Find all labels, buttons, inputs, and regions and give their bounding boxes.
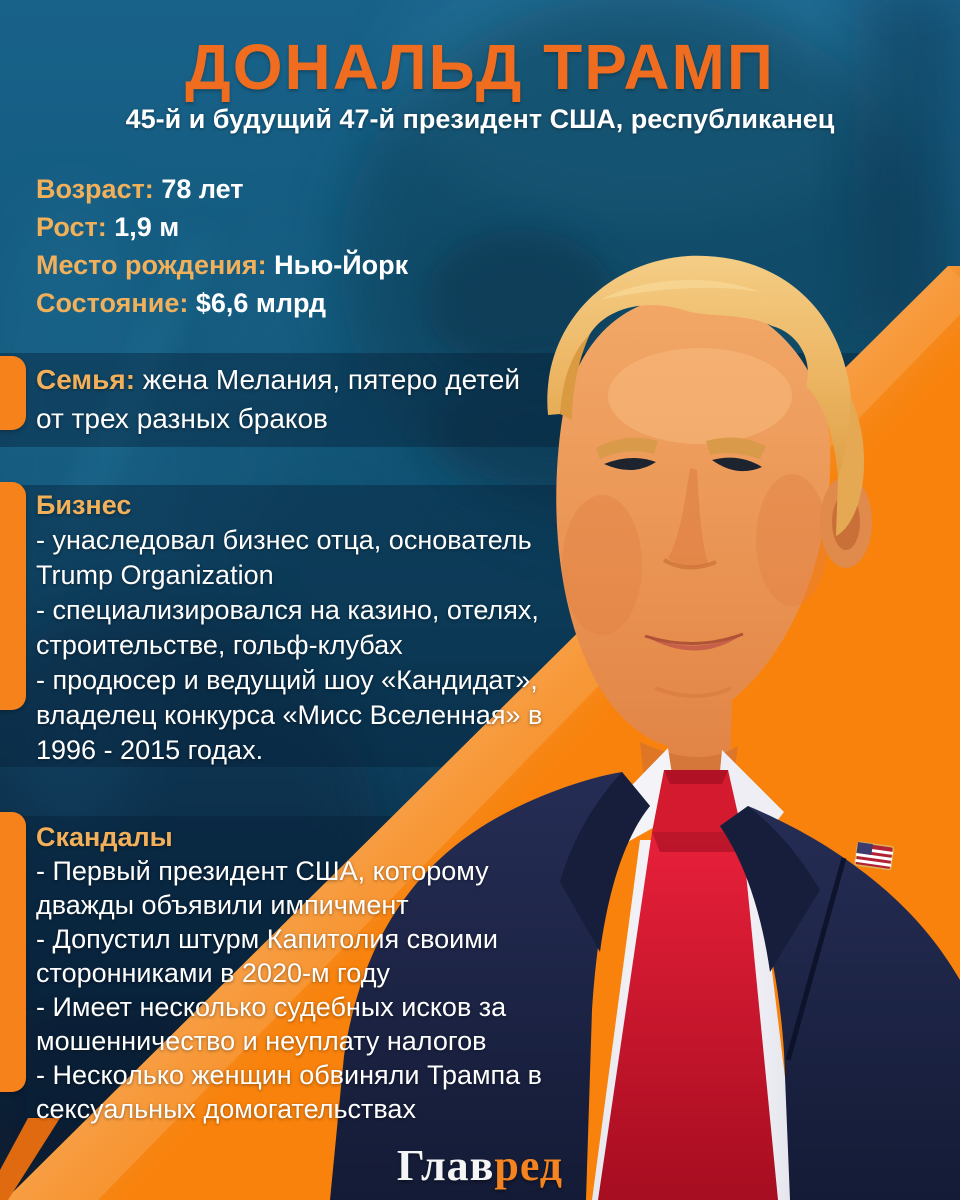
- business-line: строительстве, гольф-клубах: [36, 630, 403, 660]
- stat-value: 1,9 м: [114, 212, 180, 242]
- scandals-line: - Первый президент США, которому: [36, 856, 489, 886]
- stat-row-networth: [36, 284, 408, 322]
- stat-value: 78 лет: [161, 174, 244, 204]
- scandals-section: [36, 820, 542, 1126]
- family-line-1: [36, 360, 520, 399]
- scandals-line: мошенничество и неуплату налогов: [36, 1026, 487, 1056]
- family-section: [36, 360, 520, 438]
- scandals-line: сторонниками в 2020-м году: [36, 958, 390, 988]
- stat-label: Возраст:: [36, 174, 154, 204]
- family-line-2: от трех разных браков: [36, 403, 328, 434]
- stat-value: Нью-Йорк: [274, 250, 409, 280]
- business-section-tab: [0, 482, 26, 710]
- scandals-line: сексуальных домогательствах: [36, 1094, 416, 1124]
- family-line-1-text: жена Мелания, пятеро детей: [142, 364, 520, 395]
- scandals-line: - Допустил штурм Капитолия своими: [36, 924, 498, 954]
- business-line: - продюсер и ведущий шоу «Кандидат»,: [36, 665, 538, 695]
- business-line: - специализировался на казино, отелях,: [36, 595, 539, 625]
- stat-row-height: [36, 208, 408, 246]
- stat-row-birthplace: [36, 246, 408, 284]
- stats-block: [36, 170, 408, 322]
- glavred-logo-white-part: Глав: [396, 1141, 495, 1190]
- business-section: [36, 488, 542, 768]
- scandals-line: - Несколько женщин обвиняли Трампа в: [36, 1060, 543, 1090]
- business-line: владелец конкурса «Мисс Вселенная» в: [36, 700, 543, 730]
- scandals-line: дважды объявили импичмент: [36, 890, 409, 920]
- stat-label: Место рождения:: [36, 250, 267, 280]
- stat-value: $6,6 млрд: [195, 288, 326, 318]
- stat-label: Рост:: [36, 212, 107, 242]
- glavred-logo-orange-part: ред: [494, 1141, 564, 1190]
- business-line: 1996 - 2015 годах.: [36, 735, 264, 765]
- family-label: Семья:: [36, 364, 136, 395]
- page-title: ДОНАЛЬД ТРАМП: [185, 31, 775, 103]
- scandals-heading: Скандалы: [36, 822, 173, 852]
- stat-label: Состояние:: [36, 288, 189, 318]
- scandals-line: - Имеет несколько судебных исков за: [36, 992, 507, 1022]
- business-line: - унаследовал бизнес отца, основатель: [36, 525, 532, 555]
- scandals-section-tab: [0, 812, 26, 1092]
- business-line: Trump Organization: [36, 560, 274, 590]
- glavred-logo: [0, 1140, 960, 1191]
- family-section-tab: [0, 356, 26, 430]
- business-heading: Бизнес: [36, 490, 132, 520]
- stat-row-age: [36, 170, 408, 208]
- page-subtitle: 45-й и будущий 47-й президент США, республиканец: [125, 104, 835, 134]
